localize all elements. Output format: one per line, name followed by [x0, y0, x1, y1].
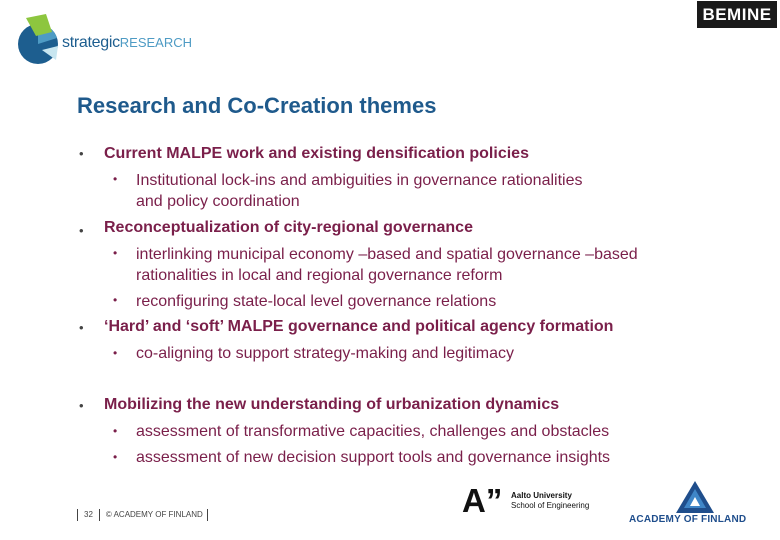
footer-divider [99, 509, 100, 521]
aalto-university-label: Aalto University [511, 491, 572, 500]
strategic-research-logo-icon [12, 10, 64, 66]
slide-footer [77, 509, 214, 521]
sub-item-4-2: assessment of new decision support tools and governance insights [136, 449, 611, 466]
academy-of-finland-logo-text: ACADEMY OF FINLAND [629, 514, 747, 525]
sub-bullet-marker: • [113, 293, 118, 307]
logo-wordmark [62, 34, 192, 52]
sub-item-2-1 [136, 244, 638, 286]
logo-word-strategic: strategic [62, 34, 120, 51]
sub-item-3-1: co-aligning to support strategy-making and legitimacy [136, 345, 514, 362]
aalto-school-label: School of Engineering [511, 501, 590, 510]
sub-bullet-marker: • [113, 172, 118, 186]
aalto-logo-mark: A” [462, 482, 503, 519]
bullet-item-3: ‘Hard’ and ‘soft’ MALPE governance and political agency formation [104, 318, 614, 335]
sub-item-line: rationalities in local and regional governance reform [136, 267, 503, 284]
sub-item-line: interlinking municipal economy –based and spatial governance –based [136, 246, 638, 263]
bullet-marker: • [79, 398, 84, 413]
bullet-item-4: Mobilizing the new understanding of urbanization dynamics [104, 396, 560, 413]
page-number: 32 [84, 510, 93, 520]
copyright-text: © ACADEMY OF FINLAND [105, 510, 203, 520]
slide-title: Research and Co-Creation themes [77, 93, 437, 118]
logo-word-research: RESEARCH [119, 35, 193, 50]
sub-item-line: and policy coordination [136, 193, 300, 210]
footer-divider [77, 509, 78, 521]
bullet-item-2: Reconceptualization of city-regional governance [104, 219, 473, 236]
sub-bullet-marker: • [113, 424, 118, 438]
footer-divider [207, 509, 208, 521]
bullet-marker: • [79, 146, 84, 161]
bullet-marker: • [79, 320, 84, 335]
academy-of-finland-logo-icon [675, 480, 715, 514]
sub-item-1-1 [136, 170, 582, 212]
bullet-marker: • [79, 223, 84, 238]
sub-item-4-1: assessment of transformative capacities, challenges and obstacles [136, 423, 610, 440]
sub-bullet-marker: • [113, 450, 118, 464]
bemine-logo: BEMINE [697, 1, 777, 28]
sub-bullet-marker: • [113, 346, 118, 360]
sub-item-2-2: reconfiguring state-local level governance relations [136, 293, 497, 310]
sub-item-line: Institutional lock-ins and ambiguities in governance rationalities [136, 172, 583, 189]
bullet-item-1: Current MALPE work and existing densification policies [104, 145, 529, 162]
sub-bullet-marker: • [113, 246, 118, 260]
